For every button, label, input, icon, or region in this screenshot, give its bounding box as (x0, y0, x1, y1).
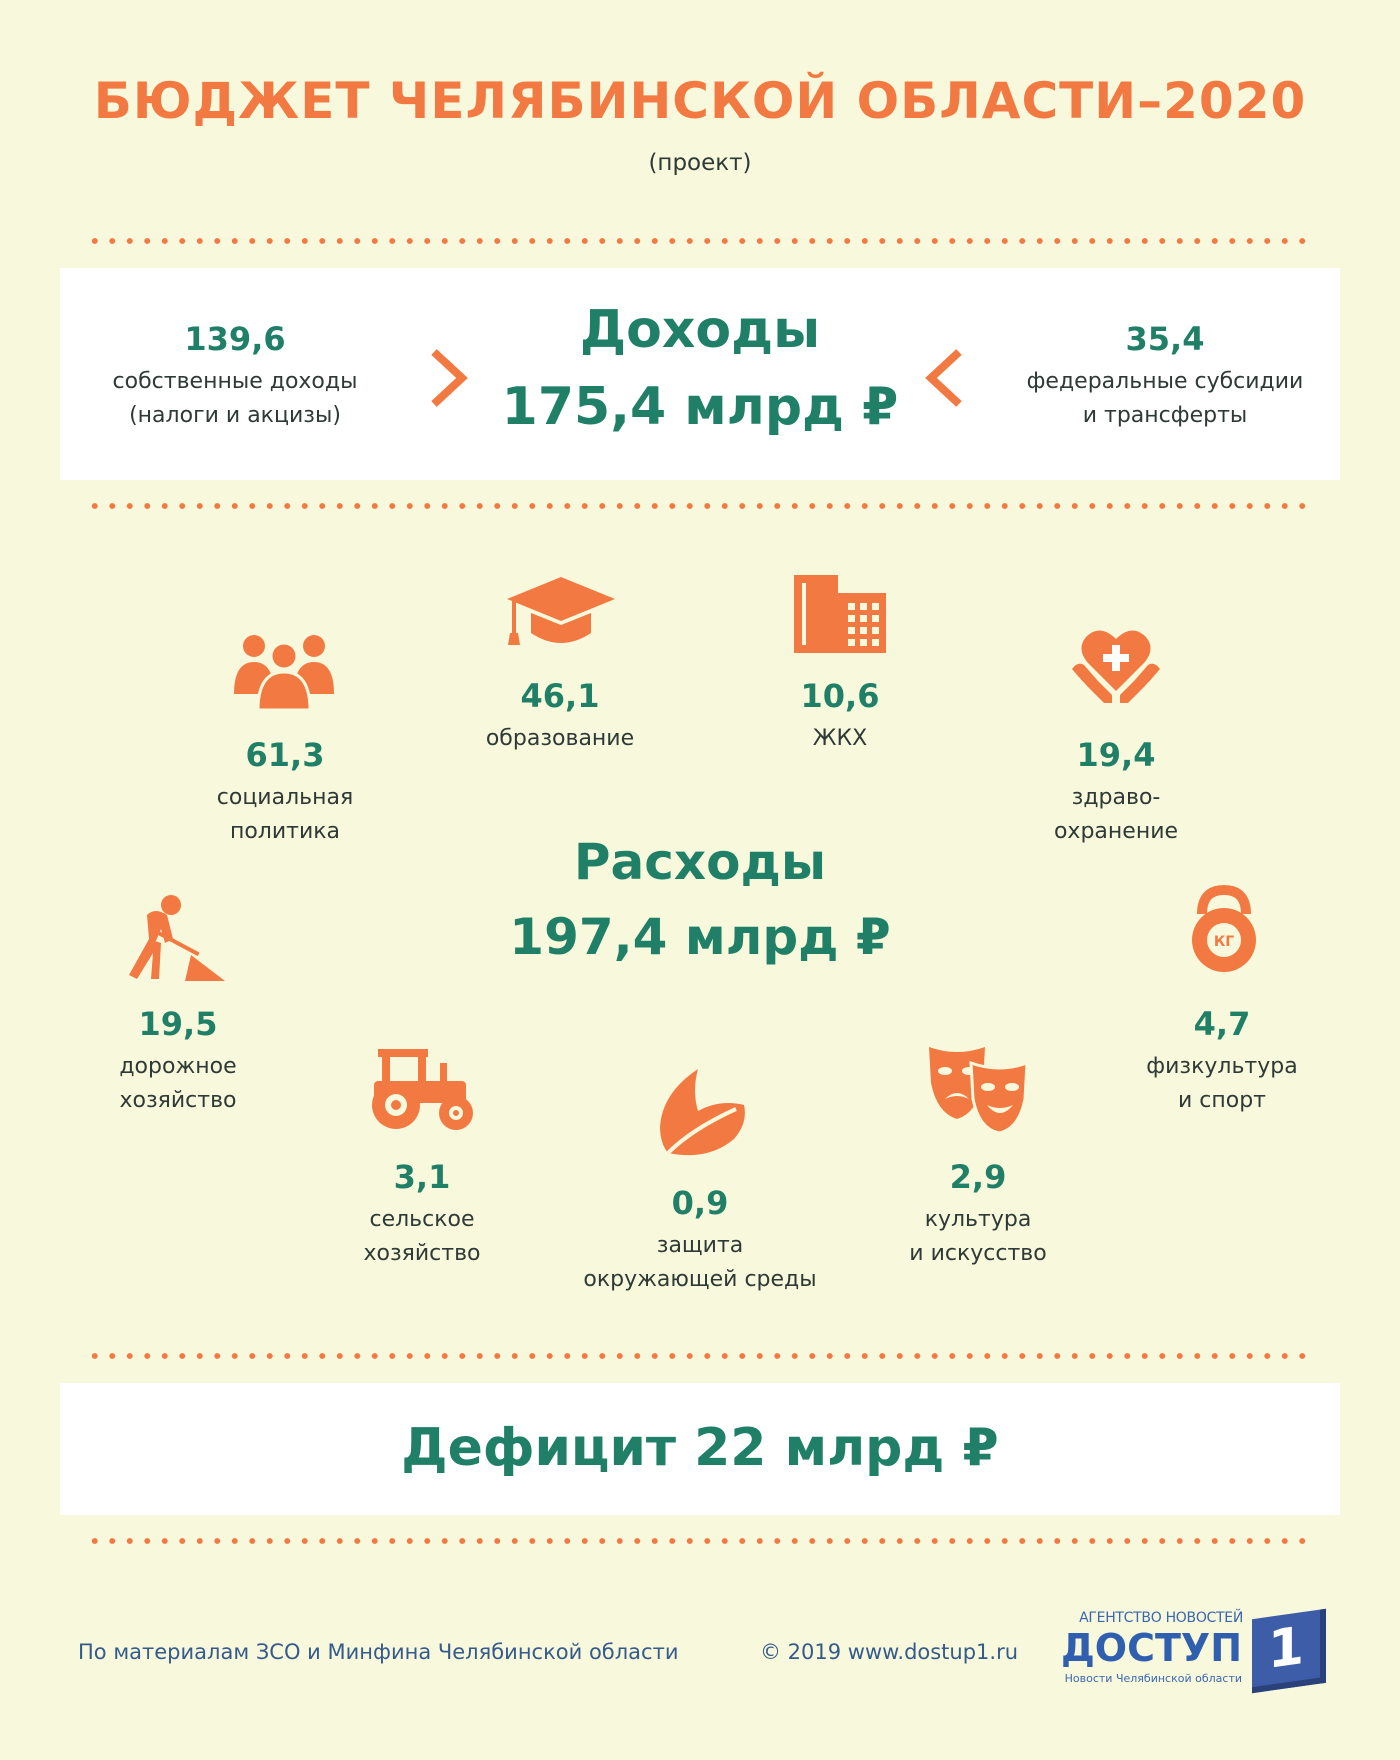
kettlebell-icon (1186, 884, 1262, 972)
housing-value: 10,6 (800, 677, 880, 715)
expenses-total: 197,4 млрд ₽ (509, 908, 891, 966)
own-income-value: 139,6 (184, 320, 286, 358)
dotted-divider (86, 1353, 1316, 1359)
deficit-value: Дефицит 22 млрд ₽ (401, 1418, 999, 1478)
environment-label-line2: окружающей среды (583, 1267, 817, 1292)
social-value: 61,3 (245, 736, 325, 774)
roads-value: 19,5 (138, 1005, 218, 1043)
federal-label-line2: и трансферты (1082, 403, 1248, 428)
federal-label-line1: федеральные субсидии (1026, 369, 1304, 394)
health-label-line2: охранение (1053, 819, 1179, 844)
dotted-divider (86, 238, 1316, 244)
sport-label-line1: физкультура (1146, 1054, 1298, 1079)
education-label-line1: образование (485, 726, 635, 751)
environment-label-line1: защита (656, 1233, 744, 1258)
environment-value: 0,9 (671, 1184, 729, 1222)
agriculture-label-line2: хозяйство (363, 1241, 481, 1266)
federal-label (985, 365, 1345, 433)
roads-label-line2: хозяйство (119, 1088, 237, 1113)
culture-label-line2: и искусство (909, 1241, 1047, 1266)
dotted-divider (86, 503, 1316, 509)
own-income-label-line1: собственные доходы (112, 369, 358, 394)
heart-hands-icon (1068, 625, 1164, 711)
education-label (410, 722, 710, 756)
sport-label (1072, 1050, 1372, 1118)
buildings-icon (792, 573, 888, 653)
income-total: 175,4 млрд ₽ (501, 377, 899, 437)
housing-label-line1: ЖКХ (812, 726, 868, 751)
social-label-line1: социальная (216, 785, 354, 810)
page-subtitle: (проект) (648, 150, 752, 176)
logo-top-text: АГЕНТСТВО НОВОСТЕЙ (1079, 1610, 1243, 1626)
less-than-icon (925, 348, 965, 408)
environment-label (520, 1229, 880, 1297)
social-label-line2: политика (229, 819, 341, 844)
roads-label-line1: дорожное (119, 1054, 237, 1079)
tractor-icon (370, 1045, 478, 1131)
culture-label-line1: культура (924, 1207, 1032, 1232)
agriculture-value: 3,1 (393, 1158, 451, 1196)
logo-number: 1 (1267, 1615, 1305, 1681)
income-heading: Доходы (579, 300, 821, 360)
graduation-cap-icon (505, 575, 617, 647)
federal-value: 35,4 (1125, 320, 1205, 358)
health-value: 19,4 (1076, 736, 1156, 774)
education-value: 46,1 (520, 677, 600, 715)
kettlebell-label: КГ (1213, 934, 1235, 950)
logo-tagline: Новости Челябинской области (1064, 1672, 1242, 1685)
expenses-heading: Расходы (573, 833, 827, 891)
culture-value: 2,9 (949, 1158, 1007, 1196)
health-label (966, 781, 1266, 849)
people-icon (230, 628, 338, 710)
copyright: © 2019 www.dostup1.ru (760, 1640, 1019, 1664)
road-worker-icon (125, 893, 225, 983)
agriculture-label-line1: сельское (369, 1207, 475, 1232)
leaf-icon (648, 1065, 748, 1161)
roads-label (28, 1050, 328, 1118)
housing-label (690, 722, 990, 756)
logo-wordmark: ДОСТУП (1060, 1626, 1242, 1670)
sport-label-line2: и спорт (1177, 1088, 1266, 1113)
own-income-label-line2: (налоги и акцизы) (129, 403, 341, 428)
dotted-divider (86, 1538, 1316, 1544)
logo-cube (1252, 1609, 1326, 1693)
culture-label (828, 1203, 1128, 1271)
social-label (135, 781, 435, 849)
page-title: БЮДЖЕТ ЧЕЛЯБИНСКОЙ ОБЛАСТИ–2020 (93, 72, 1307, 130)
sport-value: 4,7 (1193, 1005, 1251, 1043)
theater-masks-icon (925, 1043, 1031, 1133)
health-label-line1: здраво- (1071, 785, 1161, 810)
source-note: По материалам ЗСО и Минфина Челябинской области (78, 1640, 679, 1664)
